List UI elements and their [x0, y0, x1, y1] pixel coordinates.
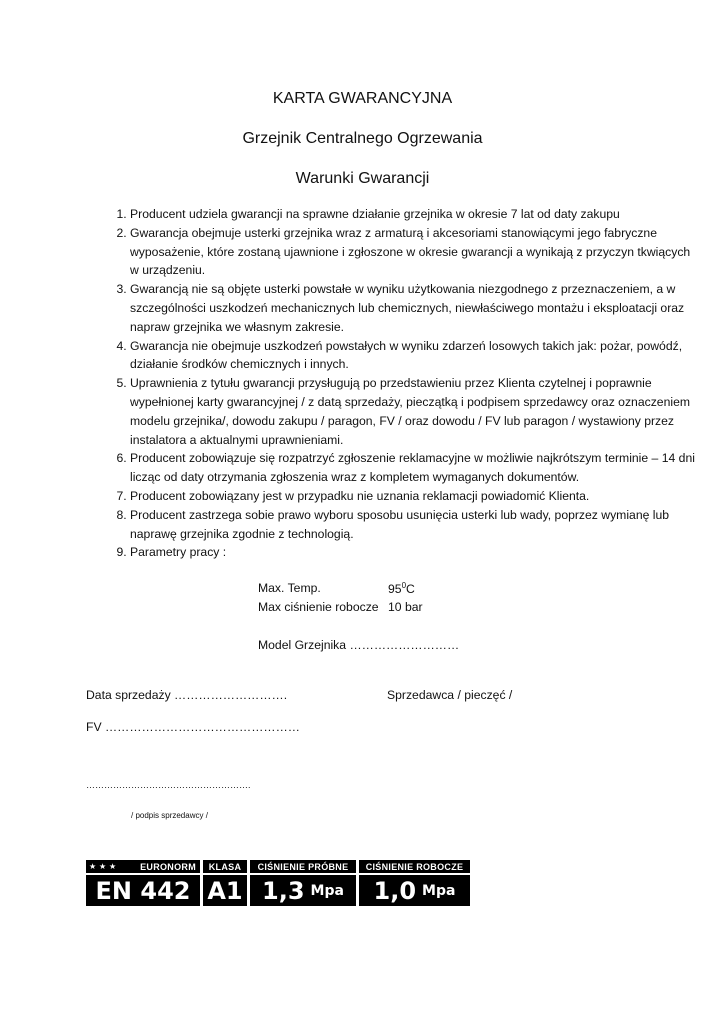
stars-icon: ★ ★ ★ [89, 862, 117, 871]
working-pressure-label: CIŚNIENIE ROBOCZE [359, 860, 470, 875]
fv-field[interactable]: FV ………………………………………… [86, 720, 300, 734]
term-item: 5. Uprawnienia z tytułu gwarancji przysługują po przedstawieniu przez Klienta czytelnej i poprawnie wypełnionej karty gwarancyjnej / z datą sprzedaży, pieczątką i podpisem sprzedawcy oraz oznaczeniem modelu grzejnika/, dowodu zakupu / paragon, FV / oraz dowodu / FV lub paragon / wystawiony przez instalatora a aktualnymi uprawnieniami. [130, 374, 700, 449]
model-field[interactable]: Model Grzejnika ……………………… [258, 638, 460, 652]
test-pressure-unit: Mpa [310, 882, 344, 899]
working-pressure-value: 1,0 [373, 876, 417, 905]
signature-line[interactable]: ………………………………………………. [86, 780, 251, 790]
signature-caption: / podpis sprzedawcy / [131, 811, 208, 820]
class-value: A1 [207, 876, 243, 905]
working-pressure-unit: Mpa [422, 882, 456, 899]
seller-stamp-label: Sprzedawca / pieczęć / [387, 688, 513, 702]
document-title: KARTA GWARANCYJNA [272, 90, 453, 107]
term-item: 2. Gwarancja obejmuje usterki grzejnika wraz z armaturą i akcesoriami stanowiącymi jego fabryczne wyposażenie, które zostaną ujawnione i zgłoszone w okresie gwarancji a wynikają z przyczyn tkwiących w urządzeniu. [130, 224, 700, 280]
sale-date-field[interactable]: Data sprzedaży ………………………. [86, 688, 288, 702]
term-item: 8. Producent zastrzega sobie prawo wyboru sposobu usunięcia usterki lub wady, poprzez wymianę lub naprawę grzejnika zgodnie z technologią. [130, 506, 700, 544]
class-label: KLASA [203, 860, 247, 875]
document-subtitle: Grzejnik Centralnego Ogrzewania [242, 130, 483, 147]
test-pressure-label: CIŚNIENIE PRÓBNE [250, 860, 356, 875]
pressure-label: Max ciśnienie robocze [258, 600, 379, 614]
pressure-value: 10 bar [388, 600, 423, 614]
euronorm-label: EURONORM [140, 861, 196, 872]
temp-value: $95^0C$ [388, 581, 415, 597]
working-pressure-box [359, 860, 470, 906]
term-item: 3. Gwarancją nie są objęte usterki powstałe w wyniku użytkowania niezgodnego z przeznaczeniem, a w szczególności uszkodzeń mechanicznych lub chemicznych, niewłaściwego montażu i eksploatacji oraz napraw grzejnika we własnym zakresie. [130, 280, 700, 336]
test-pressure-value: 1,3 [262, 876, 305, 905]
term-item: 4. Gwarancja nie obejmuje uszkodzeń powstałych w wyniku zdarzeń losowych takich jak: pożar, powódź, działanie środków chemicznych i innych. [130, 337, 700, 375]
term-item: 7. Producent zobowiązany jest w przypadku nie uznania reklamacji powiadomić Klienta. [130, 487, 700, 506]
warranty-terms-list [90, 205, 700, 562]
term-item: 6. Producent zobowiązuje się rozpatrzyć zgłoszenie reklamacyjne w możliwie najkrótszym terminie – 14 dni licząc od daty otrzymania zgłoszenia wraz z kompletem wymaganych dokumentów. [130, 449, 700, 487]
test-pressure-box [250, 860, 356, 906]
term-item: 1. Producent udziela gwarancji na sprawne działanie grzejnika w okresie 7 lat od daty zakupu [130, 205, 700, 224]
term-item: 9. Parametry pracy : [130, 543, 700, 562]
norm-value: EN 442 [95, 876, 191, 905]
euronorm-badge [86, 860, 470, 906]
class-box [203, 860, 247, 906]
temp-label: Max. Temp. [258, 581, 321, 595]
euronorm-box [86, 860, 200, 906]
section-title: Warunki Gwarancji [295, 170, 430, 187]
